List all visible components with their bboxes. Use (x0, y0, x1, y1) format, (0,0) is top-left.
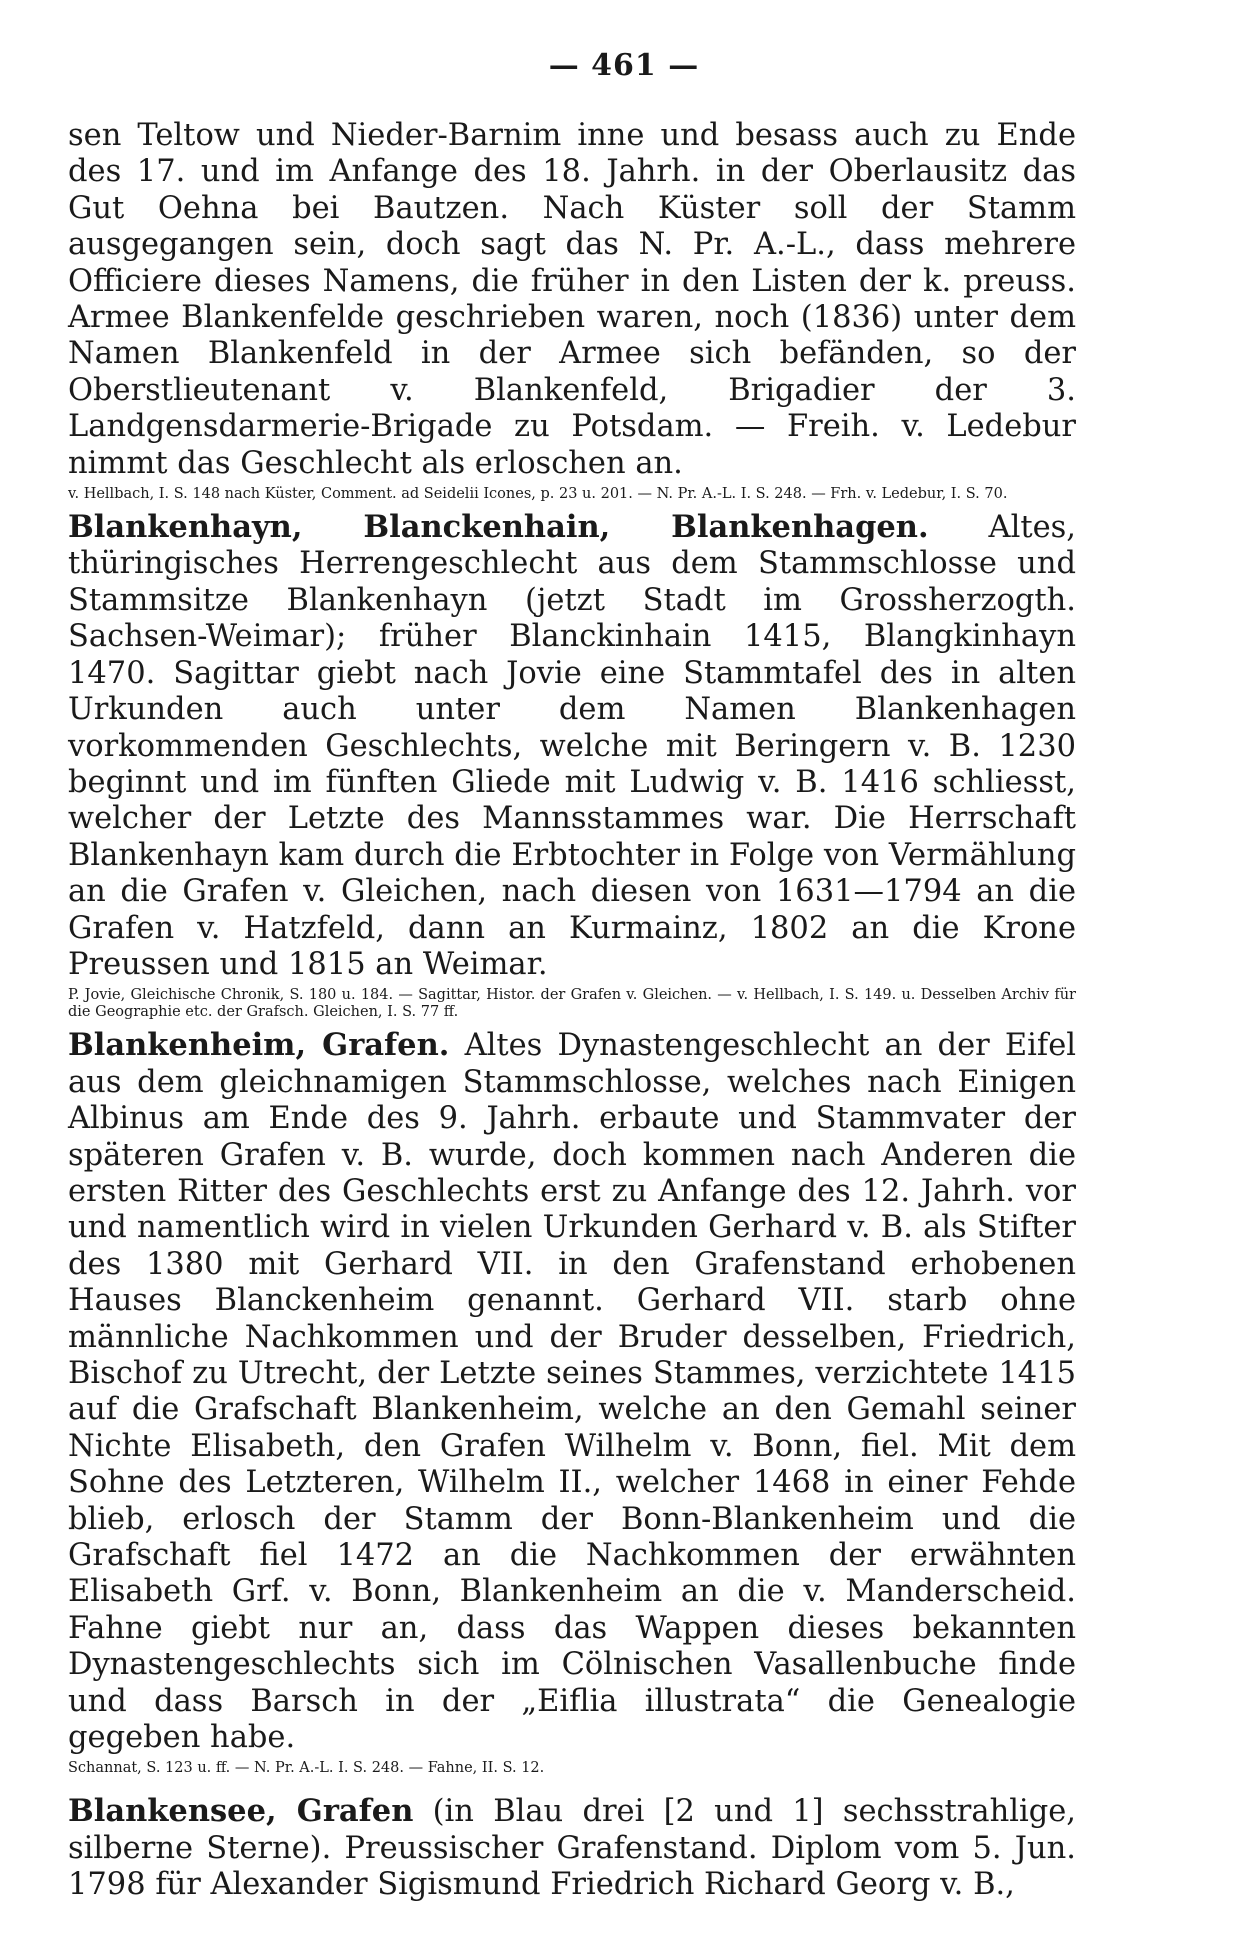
entry-text: Altes Dynastengeschlecht an der Eifel aus dem gleichnamigen Stammschlosse, welches nach Einigen Albinus am Ende des 9. Jahrh. erbaute und Stammvater der späteren Grafen v. B. wurde, doch kommen nach Anderen die ersten Ritter des Geschlechts erst zu Anfange des 12. Jahrh. vor und namentlich wird in vielen Urkunden Gerhard v. B. als Stifter des 1380 mit Gerhard VII. in den Grafenstand erhobenen Hauses Blanckenheim genannt. Gerhard VII. starb ohne männliche Nachkommen und der Bruder desselben, Friedrich, Bischof zu Utrecht, der Letzte seines Stammes, verzichtete 1415 auf die Grafschaft Blankenheim, welche an den Gemahl seiner Nichte Elisabeth, den Grafen Wilhelm v. Bonn, fiel. Mit dem Sohne des Letzteren, Wilhelm II., welcher 1468 in einer Fehde blieb, erlosch der Stamm der Bonn-Blankenheim und die Grafschaft fiel 1472 an die Nachkommen der erwähnten Elisabeth Grf. v. Bonn, Blankenheim an die v. Manderscheid. Fahne giebt nur an, dass das Wappen dieses bekannten Dynastengeschlechts sich im Cölnischen Vasallenbuche finde und dass Barsch in der „Eiflia illustrata“ die Genealogie gegeben habe. (68, 1028, 1076, 1756)
reference-note: P. Jovie, Gleichische Chronik, S. 180 u. 184. — Sagittar, Histor. der Grafen v. Gleichen. — v. Hellbach, I. S. 149. u. Desselben Archiv für die Geographie etc. der Grafsch. Gleichen, I. S. 77 ff. (68, 987, 1076, 1021)
entry-heading: Blankenheim, Grafen. (68, 1027, 450, 1064)
entry-text: Altes, thüringisches Herrengeschlecht aus dem Stammschlosse und Stammsitze Blankenhayn (jetzt Stadt im Grossherzogth. Sachsen-Weimar); früher Blanckinhain 1415, Blangkinhayn 1470. Sagittar giebt nach Jovie eine Stammtafel des in alten Urkunden auch unter dem Namen Blankenhagen vorkommenden Geschlechts, welche mit Beringern v. B. 1230 beginnt und im fünften Gliede mit Ludwig v. B. 1416 schliesst, welcher der Letzte des Mannsstammes war. Die Herrschaft Blankenhayn kam durch die Erbtochter in Folge von Vermählung an die Grafen v. Gleichen, nach diesen von 1631—1794 an die Grafen v. Hatzfeld, dann an Kurmainz, 1802 an die Krone Preussen und 1815 an Weimar. (68, 510, 1076, 982)
page-number: — 461 — (548, 48, 700, 83)
entry-blankensee (68, 1793, 1076, 1903)
entry-blankenfeld-continued (68, 118, 1076, 482)
entry-heading: Blankenhayn, Blanckenhain, Blankenhagen. (68, 509, 929, 546)
entry-blankenheim (68, 1027, 1076, 1756)
entry-blankenhayn (68, 509, 1076, 983)
entry-text: sen Teltow und Nieder-Barnim inne und besass auch zu Ende des 17. und im Anfange des 18. Jahrh. in der Oberlausitz das Gut Oehna bei Bautzen. Nach Küster soll der Stamm ausgegangen sein, doch sagt das N. Pr. A.-L., dass mehrere Officiere dieses Namens, die früher in den Listen der k. preuss. Armee Blankenfelde geschrieben waren, noch (1836) unter dem Namen Blankenfeld in der Armee sich befänden, so der Oberstlieutenant v. Blankenfeld, Brigadier der 3. Landgensdarmerie-Brigade zu Potsdam. — Freih. v. Ledebur nimmt das Geschlecht als erloschen an. (68, 118, 1076, 481)
page-content (68, 118, 1076, 1904)
entry-text: (in Blau drei [2 und 1] sechsstrahlige, silberne Sterne). Preussischer Grafenstand. Diplom vom 5. Jun. 1798 für Alexander Sigismund Friedrich Richard Georg v. B., (68, 1794, 1076, 1903)
entry-heading: Blankensee, Grafen (68, 1793, 414, 1830)
reference-note: v. Hellbach, I. S. 148 nach Küster, Comment. ad Seidelii Icones, p. 23 u. 201. — N. Pr. A.-L. I. S. 248. — Frh. v. Ledebur, I. S. 70. (68, 486, 1008, 503)
reference-note: Schannat, S. 123 u. ff. — N. Pr. A.-L. I. S. 248. — Fahne, II. S. 12. (68, 1760, 545, 1777)
